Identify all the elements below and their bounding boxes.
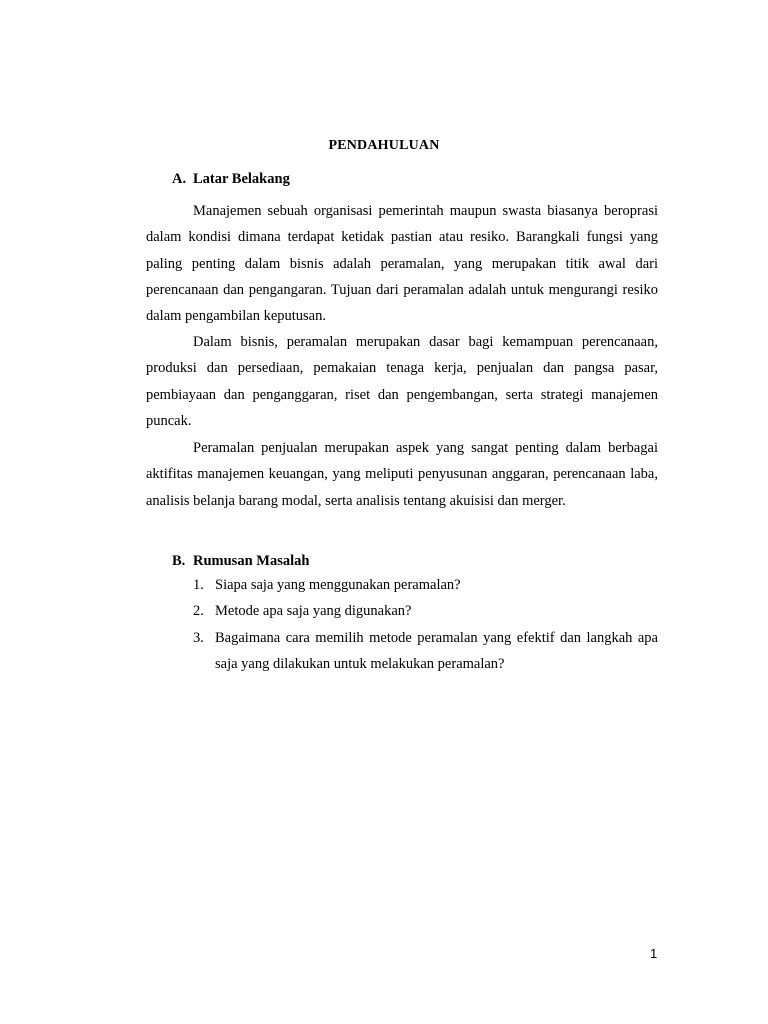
section-a-heading (172, 170, 290, 188)
document-title: PENDAHULUAN (328, 138, 440, 153)
paragraph-1: Manajemen sebuah organisasi pemerintah maupun swasta biasanya beroprasi dalam kondisi dimana terdapat ketidak pastian atau resiko. Barangkali fungsi yang paling penting dalam bisnis adalah peramalan, yang merupakan titik awal dari perencanaan dan pengangaran. Tujuan dari peramalan adalah untuk mengurangi resiko dalam pengambilan keputusan. (146, 203, 658, 325)
list-item-text: Metode apa saja yang digunakan? (215, 603, 412, 620)
list-item-number: 1. (193, 577, 204, 593)
list-item-number: 3. (193, 629, 204, 646)
paragraph-3: Peramalan penjualan merupakan aspek yang sangat penting dalam berbagai aktifitas manajemen keuangan, yang meliputi penyusunan anggaran, perencanaan laba, analisis belanja barang modal, serta analisis tentang akuisisi dan merger. (146, 440, 658, 509)
page-number: 1 (650, 946, 658, 961)
section-b-letter: B. (172, 553, 186, 569)
problem-list (193, 572, 658, 677)
list-item (193, 625, 658, 678)
section-b-title: Rumusan Masalah (193, 553, 310, 569)
section-a-letter: A. (172, 171, 187, 187)
list-item-text: Bagaimana cara memilih metode peramalan yang efektif dan langkah apa saja yang dilakukan untuk melakukan peramalan? (215, 629, 658, 672)
section-a-title: Latar Belakang (193, 171, 290, 187)
paragraph-2: Dalam bisnis, peramalan merupakan dasar bagi kemampuan perencanaan, produksi dan persediaan, pemakaian tenaga kerja, penjualan dan pangsa pasar, pembiayaan dan penganggaran, riset dan pengembangan, serta strategi manajemen puncak. (146, 334, 658, 429)
list-item-text: Siapa saja yang menggunakan peramalan? (215, 577, 461, 593)
list-item (193, 572, 658, 598)
list-item-number: 2. (193, 603, 204, 620)
section-b-heading (172, 552, 309, 570)
list-item (193, 598, 658, 624)
